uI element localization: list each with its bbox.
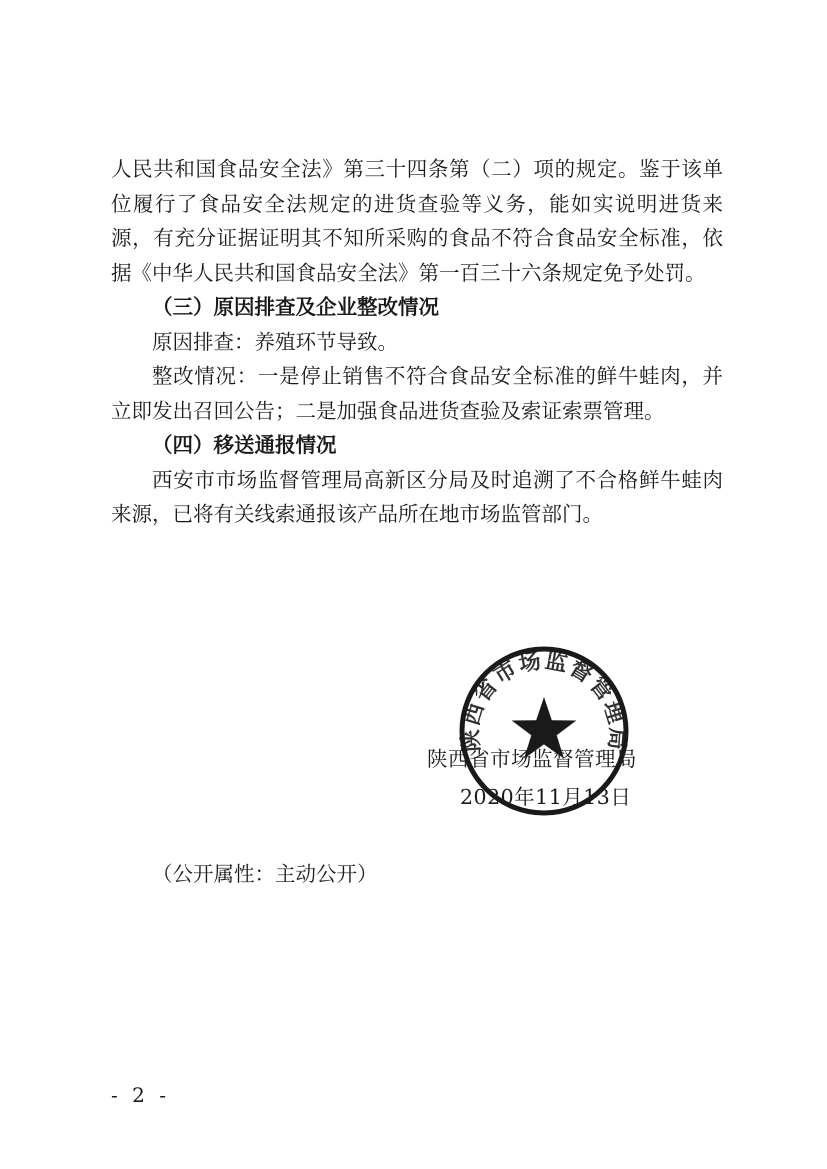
signature-organization: 陕西省市场监督管理局	[427, 747, 637, 771]
section-heading-3: （三）原因排查及企业整改情况	[152, 295, 439, 319]
paragraph-continuation: 人民共和国食品安全法》第三十四条第（二）项的规定。鉴于该单位履行了食品安全法规定的进货查验等义务，能如实说明进货来源，有充分证据证明其不知所采购的食品不符合食品安全标准，依据《中华人民共和国食品安全法》第一百三十六条规定免予处罚。	[111, 157, 723, 285]
document-body	[111, 152, 723, 532]
star-icon	[512, 697, 577, 759]
public-attribute: （公开属性：主动公开）	[152, 862, 378, 886]
section-heading-4: （四）移送通报情况	[152, 433, 337, 457]
paragraph-rectification: 整改情况：一是停止销售不符合食品安全标准的鲜牛蛙肉，并立即发出召回公告；二是加强食品进货查验及索证索票管理。	[111, 364, 723, 423]
official-seal	[458, 645, 630, 817]
page-number: - 2 -	[111, 1083, 170, 1107]
paragraph-cause: 原因排查：养殖环节导致。	[152, 329, 398, 354]
paragraph-transfer: 西安市市场监督管理局高新区分局及时追溯了不合格鲜牛蛙肉来源，已将有关线索通报该产品所在地市场监管部门。	[111, 467, 723, 526]
signature-date: 2020年11月13日	[460, 785, 632, 809]
seal-text: 陕西省市场监督管理局	[458, 648, 630, 753]
